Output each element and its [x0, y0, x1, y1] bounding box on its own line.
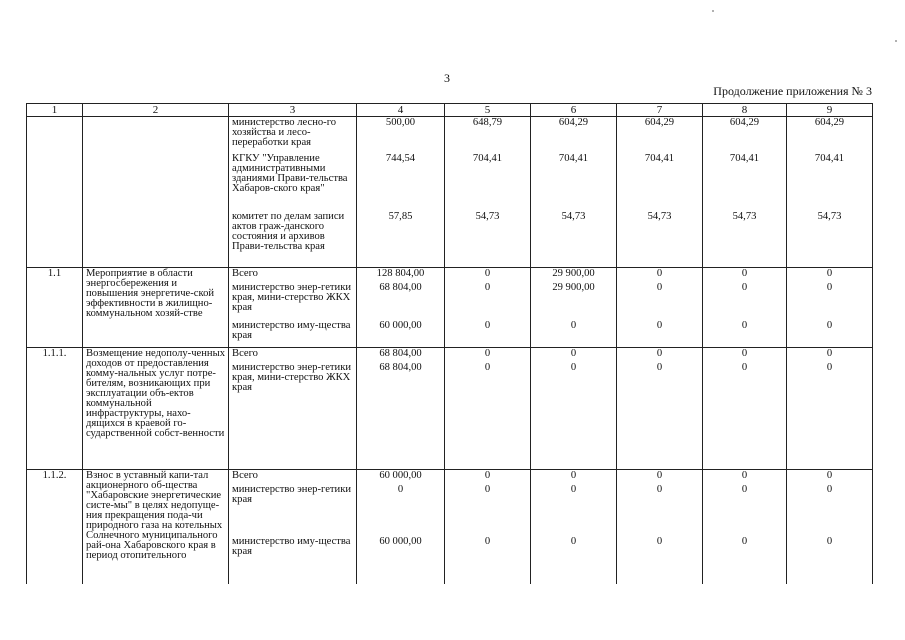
- column-number-row: [27, 104, 873, 117]
- value-cell: 0: [787, 470, 873, 484]
- continuation-label: Продолжение приложения № 3: [713, 84, 872, 98]
- executor: КГКУ "Управление административными зданиями Прави-тельства Хабаров-ского края": [229, 153, 357, 211]
- executor: Всего: [229, 268, 357, 282]
- value-cell: 0: [787, 320, 873, 348]
- value-cell: 68 804,00: [357, 282, 445, 320]
- executor: комитет по делам записи актов граж-данского состояния и архивов Прави-тельства края: [229, 211, 357, 268]
- executor: Всего: [229, 470, 357, 484]
- value-cell: 704,41: [445, 153, 531, 211]
- value-cell: 0: [531, 362, 617, 470]
- executor: министерство энер-гетики края, мини-стерство ЖКХ края: [229, 362, 357, 470]
- value-cell: 0: [531, 536, 617, 584]
- value-cell: 704,41: [617, 153, 703, 211]
- value-cell: 0: [787, 268, 873, 282]
- value-cell: 0: [703, 320, 787, 348]
- executor: министерство иму-щества края: [229, 536, 357, 584]
- value-cell: 0: [703, 470, 787, 484]
- value-cell: 704,41: [703, 153, 787, 211]
- table-row: [27, 117, 873, 153]
- value-cell: 0: [445, 536, 531, 584]
- column-number: 6: [531, 104, 617, 117]
- executor: министерство энер-гетики края: [229, 484, 357, 536]
- value-cell: 704,41: [531, 153, 617, 211]
- item-code: 1.1.2.: [27, 470, 83, 584]
- value-cell: 0: [357, 484, 445, 536]
- value-cell: 0: [703, 268, 787, 282]
- table-row: [27, 211, 873, 268]
- value-cell: 54,73: [617, 211, 703, 268]
- executor: министерство лесно-го хозяйства и лесо-переработки края: [229, 117, 357, 153]
- value-cell: 604,29: [787, 117, 873, 153]
- item-code: 1.1.1.: [27, 348, 83, 470]
- value-cell: 744,54: [357, 153, 445, 211]
- item-name: [83, 153, 229, 211]
- value-cell: 0: [617, 282, 703, 320]
- value-cell: 54,73: [445, 211, 531, 268]
- column-number: 5: [445, 104, 531, 117]
- value-cell: 0: [531, 320, 617, 348]
- value-cell: 704,41: [787, 153, 873, 211]
- value-cell: 0: [445, 362, 531, 470]
- executor: министерство энер-гетики края, мини-стерство ЖКХ края: [229, 282, 357, 320]
- item-code: 1.1: [27, 268, 83, 348]
- value-cell: 0: [787, 348, 873, 362]
- value-cell: 0: [617, 362, 703, 470]
- table-row: [27, 153, 873, 211]
- value-cell: 0: [617, 536, 703, 584]
- item-name: [83, 211, 229, 268]
- page-number: 3: [444, 71, 450, 85]
- value-cell: 0: [617, 268, 703, 282]
- value-cell: 0: [531, 470, 617, 484]
- table-row: [27, 470, 873, 484]
- item-name: Взнос в уставный капи-тал акционерного об-щества "Хабаровские энергетические систе-мы" в целях недопуще-ния прекращения пода-чи природного газа на котельных Солнечного муниципального рай-она Хабаровского края в период отопительного: [83, 470, 229, 584]
- value-cell: 0: [787, 282, 873, 320]
- value-cell: 0: [445, 268, 531, 282]
- value-cell: 54,73: [531, 211, 617, 268]
- value-cell: 29 900,00: [531, 268, 617, 282]
- value-cell: 0: [787, 362, 873, 470]
- value-cell: 0: [617, 348, 703, 362]
- value-cell: 0: [531, 348, 617, 362]
- value-cell: 0: [703, 536, 787, 584]
- column-number: 9: [787, 104, 873, 117]
- value-cell: 0: [445, 320, 531, 348]
- value-cell: 0: [445, 484, 531, 536]
- column-number: 7: [617, 104, 703, 117]
- item-code: [27, 211, 83, 268]
- value-cell: 57,85: [357, 211, 445, 268]
- value-cell: 29 900,00: [531, 282, 617, 320]
- value-cell: 0: [617, 484, 703, 536]
- executor: Всего: [229, 348, 357, 362]
- value-cell: 604,29: [531, 117, 617, 153]
- value-cell: 54,73: [703, 211, 787, 268]
- item-name: [83, 117, 229, 153]
- value-cell: 128 804,00: [357, 268, 445, 282]
- value-cell: 0: [703, 484, 787, 536]
- column-number: 4: [357, 104, 445, 117]
- value-cell: 68 804,00: [357, 348, 445, 362]
- value-cell: 0: [617, 470, 703, 484]
- item-name: Мероприятие в области энергосбережения и повышения энергетиче-ской эффективности в жилищно-коммунальном хозяй-стве: [83, 268, 229, 348]
- table-row: [27, 268, 873, 282]
- table-row: [27, 348, 873, 362]
- scan-artifact: [895, 40, 897, 42]
- value-cell: 60 000,00: [357, 320, 445, 348]
- value-cell: 0: [787, 536, 873, 584]
- value-cell: 648,79: [445, 117, 531, 153]
- value-cell: 60 000,00: [357, 536, 445, 584]
- value-cell: 0: [617, 320, 703, 348]
- scan-artifact: [712, 10, 714, 12]
- column-number: 1: [27, 104, 83, 117]
- column-number: 3: [229, 104, 357, 117]
- value-cell: 0: [445, 282, 531, 320]
- executor: министерство иму-щества края: [229, 320, 357, 348]
- value-cell: 604,29: [617, 117, 703, 153]
- value-cell: 0: [787, 484, 873, 536]
- budget-table: [26, 103, 873, 584]
- item-name: Возмещение недополу-ченных доходов от предоставления комму-нальных услуг потре-бителям, возникающих при эксплуатации объ-ектов коммунальной инфраструктуры, нахо-дящихся в краевой го-сударственной собст-венности: [83, 348, 229, 470]
- column-number: 2: [83, 104, 229, 117]
- value-cell: 500,00: [357, 117, 445, 153]
- value-cell: 0: [703, 362, 787, 470]
- value-cell: 0: [703, 348, 787, 362]
- value-cell: 0: [531, 484, 617, 536]
- value-cell: 60 000,00: [357, 470, 445, 484]
- column-number: 8: [703, 104, 787, 117]
- value-cell: 54,73: [787, 211, 873, 268]
- value-cell: 0: [445, 348, 531, 362]
- value-cell: 68 804,00: [357, 362, 445, 470]
- value-cell: 0: [445, 470, 531, 484]
- item-code: [27, 153, 83, 211]
- item-code: [27, 117, 83, 153]
- value-cell: 0: [703, 282, 787, 320]
- value-cell: 604,29: [703, 117, 787, 153]
